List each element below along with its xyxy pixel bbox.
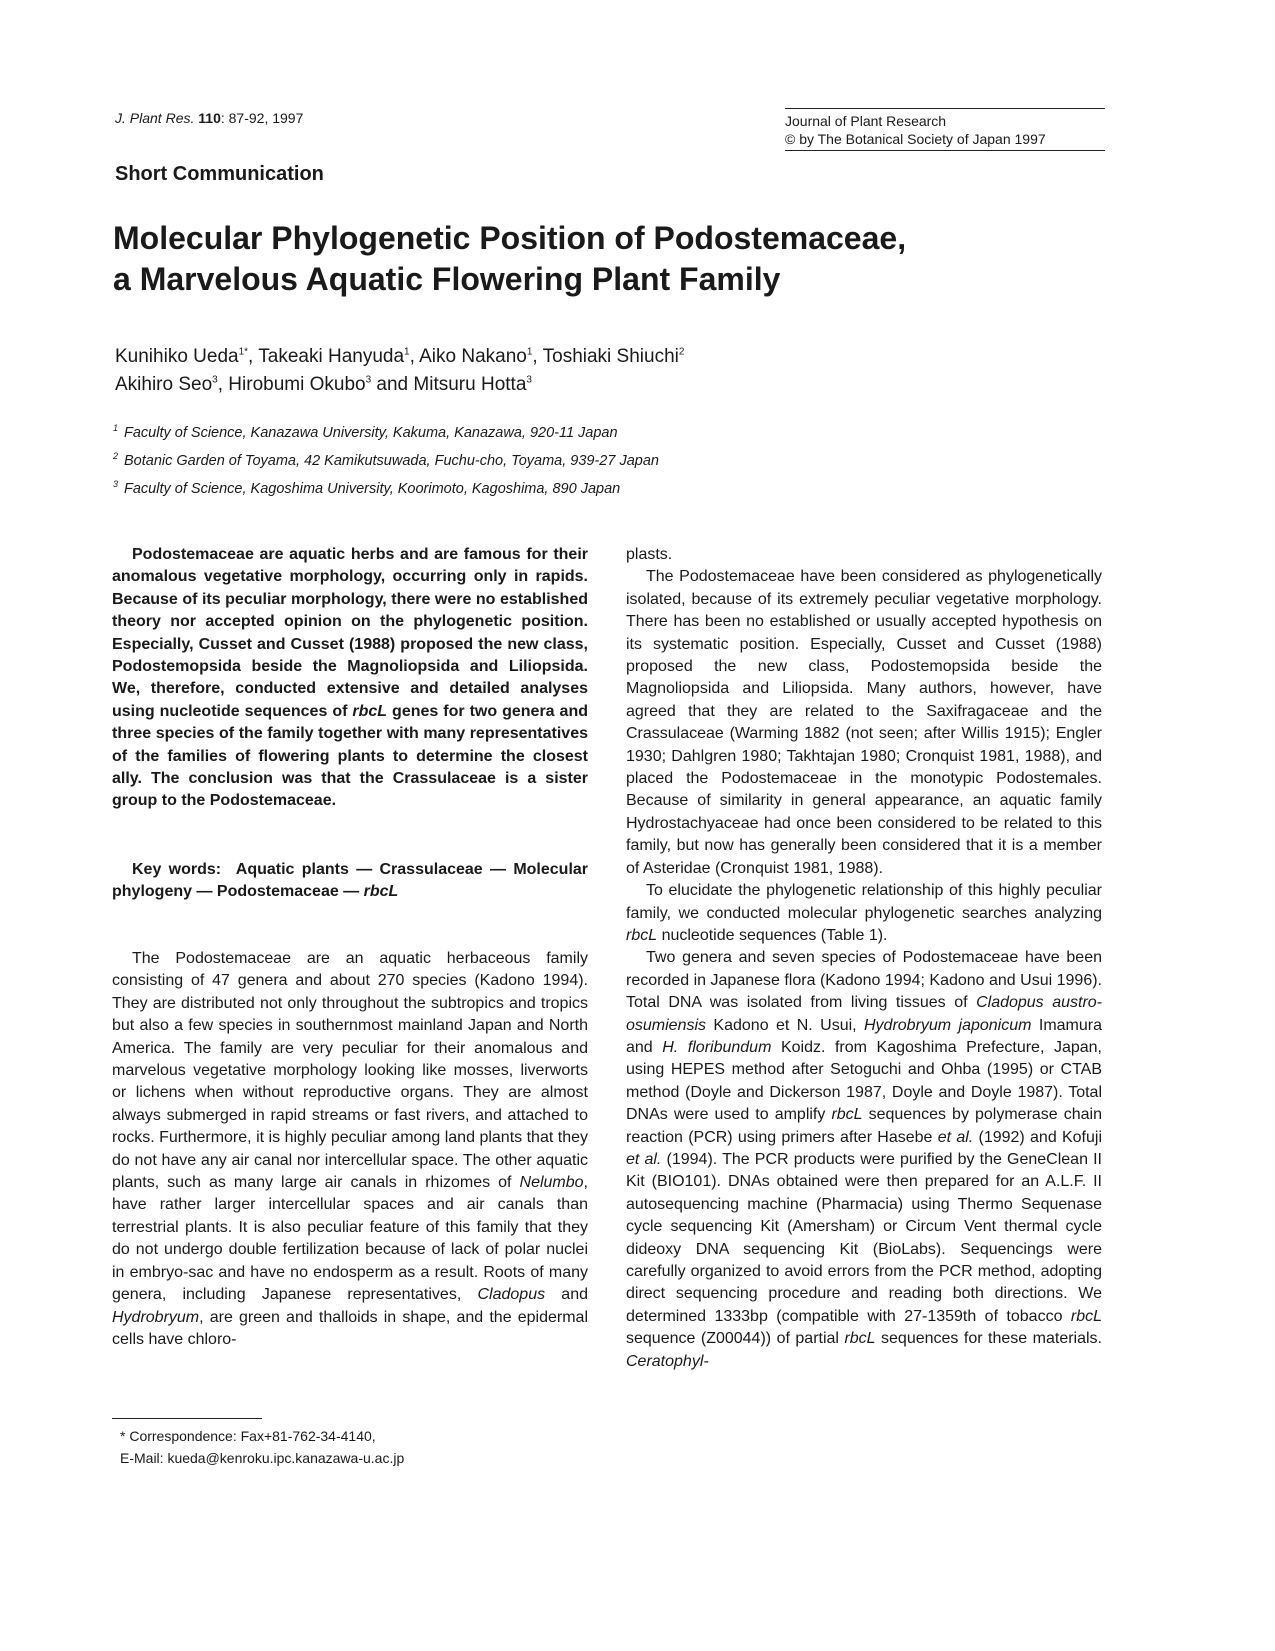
journal-name: Journal of Plant Research <box>785 113 947 129</box>
body-text-right <box>626 544 1102 1373</box>
correspondence-footnote: * Correspondence: Fax+81-762-34-4140, E-Mail: kueda@kenroku.ipc.kanazawa-u.ac.jp <box>120 1428 405 1466</box>
paragraph: To elucidate the phylogenetic relationship of this highly peculiar family, we conducted molecular phylogenetic searches analyzing rbcL nucleotide sequences (Table 1). <box>626 882 1102 944</box>
section-label: Short Communication <box>115 163 324 185</box>
affiliation-item: $^2$ Botanic Garden of Toyama, 42 Kamikutsuwada, Fuchu-cho, Toyama, 939-27 Japan <box>113 450 659 469</box>
journal-info-box <box>785 108 1105 151</box>
affiliation-list <box>113 417 1013 500</box>
author-list: Kunihiko Ueda$^{1*}$, Takeaki Hanyuda$^1$, Aiko Nakano$^1$, Toshiaki Shiuchi$^2$ Akihiro Seo$^3$, Hirobumi Okubo$^3$ and Mitsuru Hotta$^3$ <box>115 346 685 395</box>
footnote-divider <box>112 1418 262 1419</box>
paper-title <box>113 218 1113 300</box>
keywords: Key words: Aquatic plants — Crassulaceae — Molecular phylogeny — Podostemaceae — rbcL <box>112 861 589 901</box>
affiliation-item: $^3$ Faculty of Science, Kagoshima University, Koorimoto, Kagoshima, 890 Japan <box>113 478 621 497</box>
journal-citation: J. Plant Res. 110: 87-92, 1997 <box>115 110 304 126</box>
body-text-left: The Podostemaceae are an aquatic herbaceous family consisting of 47 genera and about 270 species (Kadono 1994). They are distributed not only throughout the subtropics and tropics but also a few species in southernmost mainland Japan and North America. The family are very peculiar for their anomalous and marvelous vegetative morphology looking like mosses, liverworts or lichens when without reproductive organs. They are almost always submerged in rapid streams or fast rivers, and attached to rocks. Furthermore, it is highly peculiar among land plants that they do not have any air canal nor intercellular space. The other aquatic plants, such as many large air canals in rhizomes of Nelumbo, have rather larger intercellular spaces and air canals than terrestrial plants. It is also peculiar feature of this family that they do not undergo double fertilization because of lack of polar nuclei in embryo-sac and have no endosperm as a result. Roots of many genera, including Japanese representatives, Cladopus and Hydrobryum, are green and thalloids in shape, and the epidermal cells have chloro- <box>112 950 588 1348</box>
paragraph: Two genera and seven species of Podostemaceae have been recorded in Japanese flora (Kadono 1994; Kadono and Usui 1996). Total DNA was isolated from living tissues of Cladopus austro-osumiensis Kadono et N. Usui, Hydrobryum japonicum Imamura and H. floribundum Koidz. from Kagoshima Prefecture, Japan, using HEPES method after Setoguchi and Ohba (1995) or CTAB method (Doyle and Dickerson 1987, Doyle and Doyle 1987). Total DNAs were used to amplify rbcL sequences by polymerase chain reaction (PCR) using primers after Hasebe et al. (1992) and Kofuji et al. (1994). The PCR products were purified by the GeneClean II Kit (BIO101). DNAs obtained were then prepared for an A.L.F. II autosequencing machine (Pharmacia) using Thermo Sequenase cycle sequencing Kit (Amersham) or Circum Vent thermal cycle dideoxy DNA sequencing Kit (BioLabs). Sequencings were carefully organized to avoid errors from the PCR method, adopting direct sequencing procedure and reading both directions. We determined 1333bp (compatible with 27-1359th of tobacco rbcL sequence (Z00044)) of partial rbcL sequences for these materials. Ceratophyl- <box>626 949 1103 1370</box>
paragraph: plasts. <box>626 546 673 563</box>
paragraph: The Podostemaceae have been considered as phylogenetically isolated, because of its extremely peculiar vegetative morphology. There has been no established or usually accepted hypothesis on its systematic position. Especially, Cusset and Cusset (1988) proposed the new class, Podostemopsida beside the Magnoliopsida and Liliopsida. Many authors, however, have agreed that they are related to the Saxifragaceae and the Crassulaceae (Warming 1882 (not seen; after Willis 1915); Engler 1930; Dahlgren 1980; Takhtajan 1980; Cronquist 1981, 1988), and placed the Podostemaceae in the monotypic Podostemales. Because of similarity in general appearance, an aquatic family Hydrostachyaceae had once been considered to be related to this family, but now has generally been considered that it is a member of Asteridae (Cronquist 1981, 1988). <box>626 568 1102 877</box>
title-line-2: a Marvelous Aquatic Flowering Plant Family <box>113 261 781 297</box>
affiliation-item: $^1$ Faculty of Science, Kanazawa University, Kakuma, Kanazawa, 920-11 Japan <box>113 423 618 441</box>
title-line-1: Molecular Phylogenetic Position of Podostemaceae, <box>113 220 907 256</box>
abstract: Podostemaceae are aquatic herbs and are famous for their anomalous vegetative morphology, occurring only in rapids. Because of its peculiar morphology, there were no established theory nor accepted opinion on the phylogenetic position. Especially, Cusset and Cusset (1988) proposed the new class, Podostemopsida beside the Magnoliopsida and Liliopsida. We, therefore, conducted extensive and detailed analyses using nucleotide sequences of rbcL genes for two genera and three species of the family together with many representatives of the families of flowering plants to determine the closest ally. The conclusion was that the Crassulaceae is a sister group to the Podostemaceae. <box>112 546 589 810</box>
copyright-notice: © by The Botanical Society of Japan 1997 <box>785 131 1046 147</box>
